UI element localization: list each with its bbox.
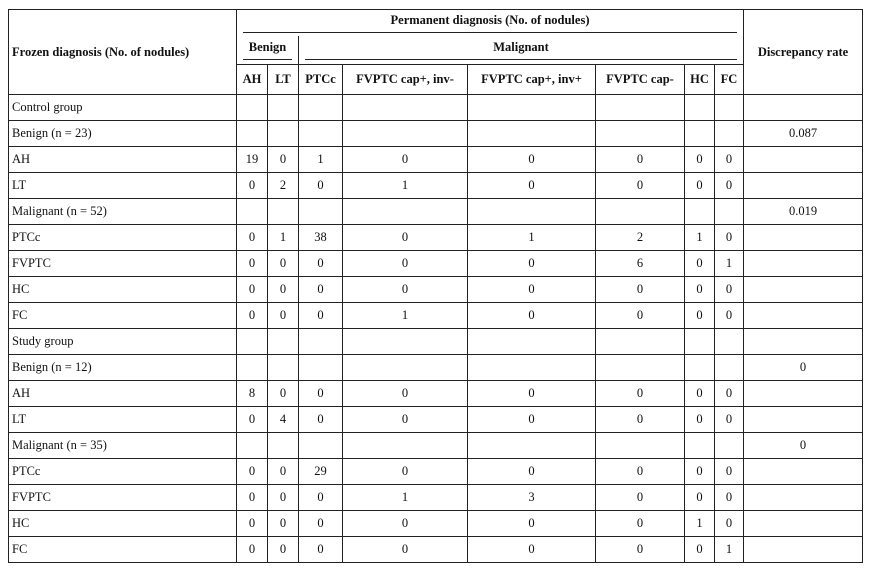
table-cell bbox=[685, 95, 715, 121]
table-cell bbox=[468, 121, 596, 147]
table-row bbox=[9, 355, 863, 381]
table-cell: 3 bbox=[468, 485, 596, 511]
table-cell bbox=[685, 433, 715, 459]
table-cell: 0 bbox=[343, 537, 468, 563]
discrepancy-rate-cell: 0 bbox=[744, 355, 863, 381]
malignant-group-header bbox=[299, 36, 744, 65]
row-label: HC bbox=[9, 277, 237, 303]
table-cell bbox=[685, 121, 715, 147]
table-cell: 0 bbox=[237, 407, 268, 433]
table-cell: 0 bbox=[268, 537, 299, 563]
discrepancy-rate-cell bbox=[744, 407, 863, 433]
column-header: FVPTC cap+, inv+ bbox=[468, 65, 596, 95]
table-cell: 0 bbox=[715, 485, 744, 511]
benign-group-header bbox=[237, 36, 299, 65]
table-cell: 0 bbox=[343, 277, 468, 303]
table-cell: 0 bbox=[299, 277, 343, 303]
table-cell: 38 bbox=[299, 225, 343, 251]
table-cell bbox=[596, 329, 685, 355]
table-cell bbox=[299, 433, 343, 459]
table-cell bbox=[468, 355, 596, 381]
column-header: FC bbox=[715, 65, 744, 95]
row-label: Benign (n = 12) bbox=[9, 355, 237, 381]
table-cell: 0 bbox=[237, 277, 268, 303]
benign-label: Benign bbox=[243, 40, 292, 60]
row-label: AH bbox=[9, 147, 237, 173]
column-header: LT bbox=[268, 65, 299, 95]
table-cell: 0 bbox=[299, 251, 343, 277]
table-cell: 0 bbox=[596, 173, 685, 199]
table-cell: 0 bbox=[596, 459, 685, 485]
table-cell: 0 bbox=[468, 147, 596, 173]
table-cell: 0 bbox=[268, 485, 299, 511]
permanent-diagnosis-header bbox=[237, 10, 744, 37]
discrepancy-rate-cell bbox=[744, 459, 863, 485]
table-cell: 0 bbox=[715, 173, 744, 199]
table-cell: 0 bbox=[715, 511, 744, 537]
table-cell: 0 bbox=[237, 485, 268, 511]
row-label: Control group bbox=[9, 95, 237, 121]
table-cell: 19 bbox=[237, 147, 268, 173]
table-cell: 1 bbox=[715, 537, 744, 563]
table-cell bbox=[468, 329, 596, 355]
table-cell: 0 bbox=[685, 537, 715, 563]
table-cell bbox=[343, 355, 468, 381]
table-cell: 0 bbox=[468, 459, 596, 485]
table-cell: 1 bbox=[685, 511, 715, 537]
table-cell: 0 bbox=[596, 407, 685, 433]
table-cell: 0 bbox=[685, 459, 715, 485]
table-cell: 0 bbox=[268, 511, 299, 537]
table-cell bbox=[715, 95, 744, 121]
malignant-label: Malignant bbox=[305, 40, 737, 60]
table-cell: 0 bbox=[343, 147, 468, 173]
table-cell bbox=[468, 199, 596, 225]
table-cell bbox=[343, 329, 468, 355]
table-cell: 0 bbox=[468, 277, 596, 303]
table-cell: 29 bbox=[299, 459, 343, 485]
table-cell: 0 bbox=[268, 251, 299, 277]
table-cell bbox=[596, 121, 685, 147]
row-label: HC bbox=[9, 511, 237, 537]
table-row bbox=[9, 485, 863, 511]
table-cell bbox=[715, 329, 744, 355]
table-cell bbox=[596, 199, 685, 225]
row-label: PTCc bbox=[9, 459, 237, 485]
table-cell: 0 bbox=[468, 511, 596, 537]
table-cell: 1 bbox=[715, 251, 744, 277]
table-cell: 2 bbox=[596, 225, 685, 251]
table-body bbox=[9, 95, 863, 563]
table-cell: 0 bbox=[685, 381, 715, 407]
table-cell: 0 bbox=[343, 511, 468, 537]
table-cell: 1 bbox=[299, 147, 343, 173]
table-cell: 0 bbox=[468, 173, 596, 199]
table-row bbox=[9, 537, 863, 563]
discrepancy-rate-cell bbox=[744, 485, 863, 511]
row-label: PTCc bbox=[9, 225, 237, 251]
table-cell: 6 bbox=[596, 251, 685, 277]
table-cell bbox=[299, 329, 343, 355]
discrepancy-rate-cell bbox=[744, 95, 863, 121]
table-row bbox=[9, 199, 863, 225]
table-cell: 0 bbox=[468, 537, 596, 563]
table-cell: 0 bbox=[268, 459, 299, 485]
table-cell: 0 bbox=[268, 381, 299, 407]
table-cell bbox=[237, 329, 268, 355]
table-row bbox=[9, 433, 863, 459]
table-row bbox=[9, 225, 863, 251]
table-cell bbox=[299, 199, 343, 225]
row-label: AH bbox=[9, 381, 237, 407]
column-header: HC bbox=[685, 65, 715, 95]
table-cell: 0 bbox=[237, 173, 268, 199]
table-cell: 1 bbox=[468, 225, 596, 251]
column-header: PTCc bbox=[299, 65, 343, 95]
table-cell: 0 bbox=[299, 407, 343, 433]
row-label: FC bbox=[9, 537, 237, 563]
table-cell: 0 bbox=[596, 147, 685, 173]
table-cell bbox=[468, 433, 596, 459]
row-label: Malignant (n = 35) bbox=[9, 433, 237, 459]
table-cell: 0 bbox=[715, 459, 744, 485]
row-label: Benign (n = 23) bbox=[9, 121, 237, 147]
table-cell bbox=[596, 95, 685, 121]
discrepancy-rate-cell bbox=[744, 277, 863, 303]
table-cell bbox=[237, 121, 268, 147]
table-cell: 0 bbox=[299, 511, 343, 537]
table-cell: 4 bbox=[268, 407, 299, 433]
table-row bbox=[9, 251, 863, 277]
table-row bbox=[9, 95, 863, 121]
table-cell: 0 bbox=[468, 303, 596, 329]
table-cell bbox=[237, 355, 268, 381]
table-cell: 0 bbox=[237, 537, 268, 563]
table-cell: 0 bbox=[468, 407, 596, 433]
table-cell bbox=[268, 355, 299, 381]
column-header: AH bbox=[237, 65, 268, 95]
discrepancy-rate-cell bbox=[744, 537, 863, 563]
table-cell: 1 bbox=[268, 225, 299, 251]
table-cell bbox=[715, 355, 744, 381]
table-cell: 8 bbox=[237, 381, 268, 407]
table-cell bbox=[268, 95, 299, 121]
discrepancy-rate-header: Discrepancy rate bbox=[744, 10, 863, 95]
discrepancy-rate-cell bbox=[744, 511, 863, 537]
table-cell: 0 bbox=[299, 303, 343, 329]
table-cell: 0 bbox=[343, 381, 468, 407]
table-cell: 0 bbox=[343, 251, 468, 277]
permanent-diagnosis-label: Permanent diagnosis (No. of nodules) bbox=[243, 13, 737, 33]
table-row bbox=[9, 381, 863, 407]
row-label: Study group bbox=[9, 329, 237, 355]
table-cell: 0 bbox=[596, 277, 685, 303]
table-cell bbox=[596, 433, 685, 459]
table-cell: 1 bbox=[685, 225, 715, 251]
table-cell bbox=[299, 355, 343, 381]
discrepancy-rate-cell: 0 bbox=[744, 433, 863, 459]
row-label: FVPTC bbox=[9, 251, 237, 277]
table-cell bbox=[715, 199, 744, 225]
table-cell: 0 bbox=[596, 303, 685, 329]
discrepancy-rate-cell bbox=[744, 381, 863, 407]
table-cell bbox=[237, 433, 268, 459]
table-cell bbox=[685, 329, 715, 355]
table-cell: 0 bbox=[268, 303, 299, 329]
discrepancy-rate-cell bbox=[744, 303, 863, 329]
discrepancy-rate-cell bbox=[744, 251, 863, 277]
discrepancy-rate-cell bbox=[744, 173, 863, 199]
table-cell: 0 bbox=[343, 459, 468, 485]
table-cell: 0 bbox=[343, 225, 468, 251]
row-label: FVPTC bbox=[9, 485, 237, 511]
table-row bbox=[9, 277, 863, 303]
table-cell: 0 bbox=[299, 485, 343, 511]
table-cell bbox=[343, 433, 468, 459]
table-cell: 0 bbox=[715, 277, 744, 303]
table-cell: 0 bbox=[596, 511, 685, 537]
table-cell: 0 bbox=[685, 147, 715, 173]
table-cell bbox=[268, 121, 299, 147]
table-cell: 1 bbox=[343, 485, 468, 511]
table-row bbox=[9, 407, 863, 433]
column-header: FVPTC cap- bbox=[596, 65, 685, 95]
table-cell bbox=[596, 355, 685, 381]
table-cell bbox=[343, 121, 468, 147]
table-cell bbox=[715, 433, 744, 459]
column-header: FVPTC cap+, inv- bbox=[343, 65, 468, 95]
table-cell: 0 bbox=[685, 251, 715, 277]
table-cell: 0 bbox=[715, 147, 744, 173]
table-cell: 0 bbox=[715, 407, 744, 433]
table-cell: 0 bbox=[237, 459, 268, 485]
table-cell: 0 bbox=[715, 303, 744, 329]
discrepancy-rate-cell bbox=[744, 329, 863, 355]
table-cell bbox=[237, 199, 268, 225]
row-label: LT bbox=[9, 173, 237, 199]
table-cell: 0 bbox=[715, 225, 744, 251]
table-cell bbox=[715, 121, 744, 147]
table-cell: 0 bbox=[237, 303, 268, 329]
table-row bbox=[9, 511, 863, 537]
table-row bbox=[9, 173, 863, 199]
table-cell: 0 bbox=[596, 485, 685, 511]
table-cell: 0 bbox=[299, 173, 343, 199]
table-cell bbox=[685, 199, 715, 225]
table-cell: 0 bbox=[343, 407, 468, 433]
frozen-diagnosis-header: Frozen diagnosis (No. of nodules) bbox=[9, 10, 237, 95]
table-cell: 0 bbox=[685, 277, 715, 303]
table-cell: 0 bbox=[596, 381, 685, 407]
table-cell: 0 bbox=[299, 381, 343, 407]
table-cell bbox=[343, 95, 468, 121]
discrepancy-rate-cell: 0.019 bbox=[744, 199, 863, 225]
table-row bbox=[9, 121, 863, 147]
table-cell bbox=[343, 199, 468, 225]
table-cell bbox=[268, 199, 299, 225]
table-cell: 0 bbox=[299, 537, 343, 563]
table-cell: 0 bbox=[268, 277, 299, 303]
table-cell: 0 bbox=[685, 303, 715, 329]
row-label: LT bbox=[9, 407, 237, 433]
table-cell: 2 bbox=[268, 173, 299, 199]
table-row bbox=[9, 459, 863, 485]
row-label: Malignant (n = 52) bbox=[9, 199, 237, 225]
table-container bbox=[8, 9, 863, 563]
table-row bbox=[9, 303, 863, 329]
table-cell: 1 bbox=[343, 173, 468, 199]
table-cell: 0 bbox=[268, 147, 299, 173]
table-cell: 0 bbox=[468, 251, 596, 277]
table-row bbox=[9, 147, 863, 173]
table-cell bbox=[268, 433, 299, 459]
row-label: FC bbox=[9, 303, 237, 329]
discrepancy-rate-cell bbox=[744, 147, 863, 173]
table-cell bbox=[237, 95, 268, 121]
table-cell bbox=[468, 95, 596, 121]
table-cell bbox=[685, 355, 715, 381]
table-cell: 0 bbox=[237, 251, 268, 277]
discrepancy-rate-cell bbox=[744, 225, 863, 251]
table-cell bbox=[299, 95, 343, 121]
table-cell: 0 bbox=[596, 537, 685, 563]
table-cell: 0 bbox=[685, 485, 715, 511]
diagnosis-table bbox=[8, 9, 863, 563]
table-cell: 0 bbox=[468, 381, 596, 407]
table-cell: 0 bbox=[237, 225, 268, 251]
table-cell: 0 bbox=[685, 173, 715, 199]
table-row bbox=[9, 329, 863, 355]
table-cell: 0 bbox=[715, 381, 744, 407]
table-cell bbox=[268, 329, 299, 355]
table-cell bbox=[299, 121, 343, 147]
table-cell: 1 bbox=[343, 303, 468, 329]
discrepancy-rate-cell: 0.087 bbox=[744, 121, 863, 147]
table-cell: 0 bbox=[237, 511, 268, 537]
table-cell: 0 bbox=[685, 407, 715, 433]
